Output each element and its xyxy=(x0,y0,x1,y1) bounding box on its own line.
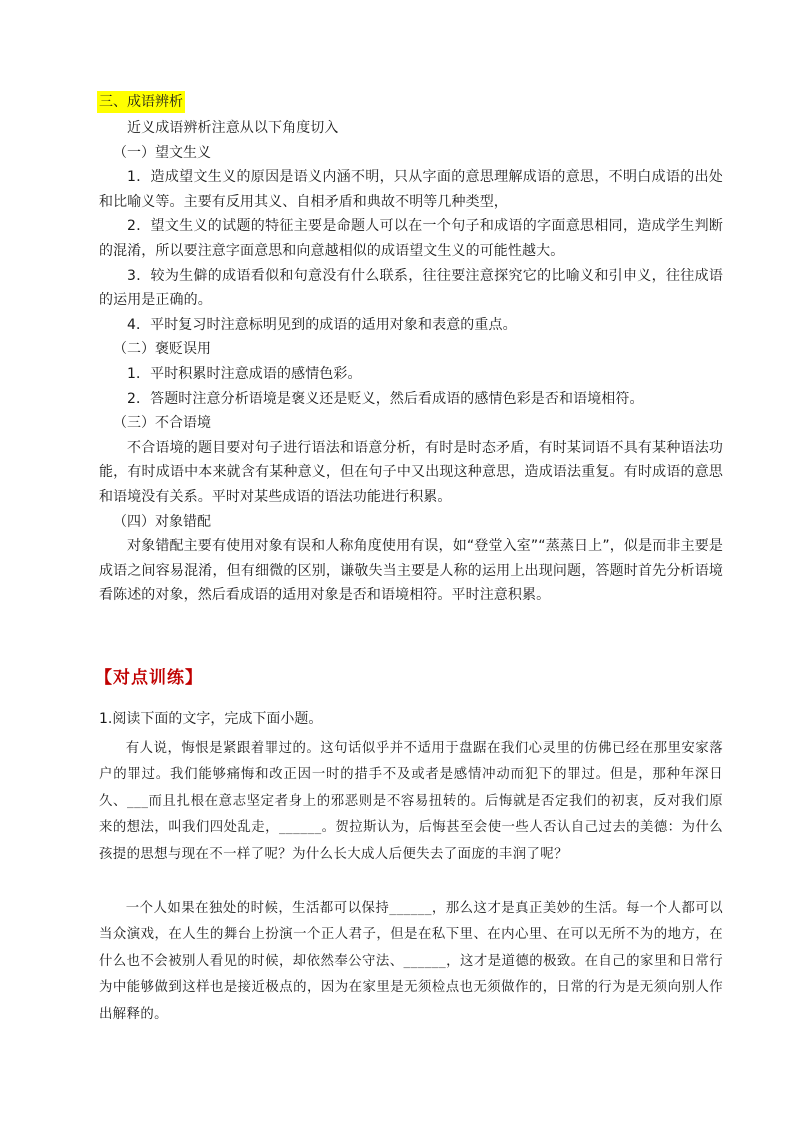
part2-title: （二）褒贬误用 xyxy=(113,341,211,358)
part4-text: 对象错配主要有使用对象有误和人称角度使用有误，如“登堂入室”“蒸蒸日上”，似是而非主要是成语之间容易混淆，但有细微的区别，谦敬失当主要是人称的运用上出现问题，答题时首先分析语境看陈述的对象，然后看成语的适用对象是否和语境相符。平时注意积累。 xyxy=(99,538,723,604)
passage-paragraph: 有人说，悔恨是紧跟着罪过的。这句话似乎并不适用于盘踞在我们心灵里的仿佛已经在那里安家落户的罪过。我们能够痛悔和改正因一时的措手不及或者是感情冲动而犯下的罪过。但是，那种年深日久、___而且扎根在意志坚定者身上的邪恶则是不容易扭转的。后悔就是否定我们的初衷，反对我们原来的想法，叫我们四处乱走，______。贺拉斯认为，后悔甚至会使一些人否认自己过去的美德：为什么孩提的思想与现在不一样了呢？为什么长大成人后便失去了面庞的丰润了呢？ xyxy=(99,741,723,862)
part3-text: 不合语境的题目要对句子进行语法和语意分析，有时是时态矛盾，有时某词语不具有某种语法功能，有时成语中本来就含有某种意义，但在句子中又出现这种意思，造成语法重复。有时成语的意思和语境没有关系。平时对某些成语的语法功能进行积累。 xyxy=(99,439,723,505)
part1-item: 2．望文生义的试题的特征主要是命题人可以在一个句子和成语的字面意思相同，造成学生判断的混淆，所以要注意字面意思和向意越相似的成语望文生义的可能性越大。 xyxy=(99,218,723,259)
question-prompt: 1.阅读下面的文字，完成下面小题。 xyxy=(99,711,323,727)
part1-item: 1．造成望文生义的原因是语义内涵不明，只从字面的意思理解成语的意思，不明白成语的出处和比喻义等。主要有反用其义、自相矛盾和典故不明等几种类型， xyxy=(99,169,723,210)
part4-title: （四）对象错配 xyxy=(113,513,211,530)
intro-text: 近义成语辨析注意从以下角度切入 xyxy=(127,120,339,136)
part2-item: 1．平时积累时注意成语的感情色彩。 xyxy=(127,365,362,382)
passage-paragraph: 一个人如果在独处的时候，生活都可以保持______，那么这才是真正美妙的生活。每一个人都可以当众演戏，在人生的舞台上扮演一个正人君子，但是在私下里、在内心里、在可以无所不为的地方，在什么也不会被别人看见的时候，却依然奉公守法、______，这才是道德的极致。在自己的家里和日常行为中能够做到这样也是接近极点的，因为在家里是无须检点也无须做作的，日常的行为是无须向别人作出解释的。 xyxy=(99,901,723,1022)
training-banner: 【对点训练】 xyxy=(95,668,203,688)
part1-item: 4．平时复习时注意标明见到的成语的适用对象和表意的重点。 xyxy=(127,316,517,333)
part1-title: （一）望文生义 xyxy=(113,144,211,161)
part2-item: 2．答题时注意分析语境是褒义还是贬义，然后看成语的感情色彩是否和语境相符。 xyxy=(127,390,644,407)
part3-title: （三）不合语境 xyxy=(113,415,211,432)
idiom-analysis-section xyxy=(99,91,723,608)
part1-item: 3．较为生僻的成语看似和句意没有什么联系，往往要注意探究它的比喻义和引申义，往往成语的运用是正确的。 xyxy=(99,267,723,309)
section-heading: 三、成语辨析 xyxy=(97,91,185,113)
